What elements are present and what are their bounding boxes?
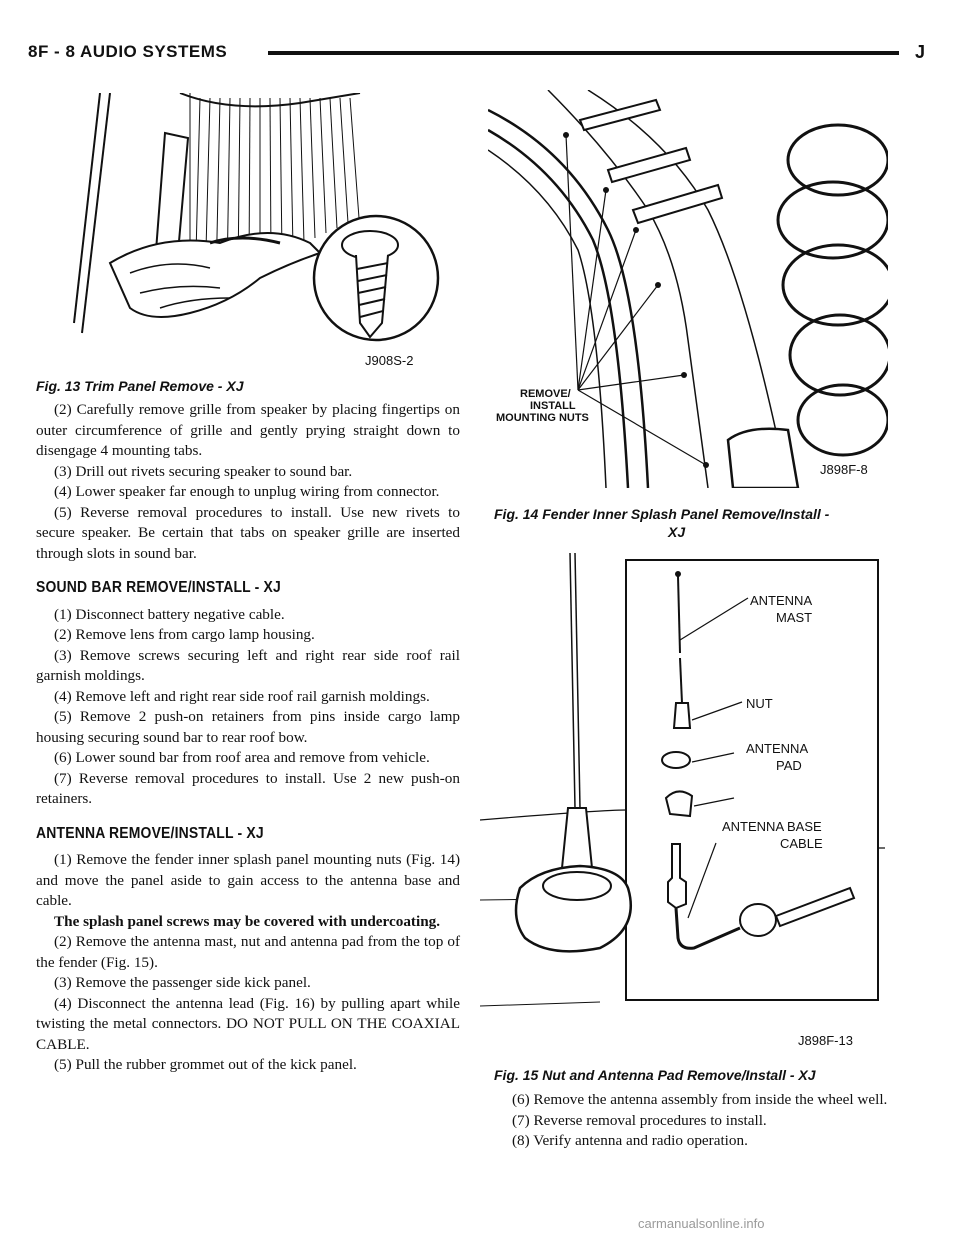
fig14-label-line1: REMOVE/ [520, 388, 571, 400]
fig15-label-cable-1: ANTENNA BASE [722, 819, 822, 834]
step-5-reverse-install: (5) Reverse removal procedures to install. Use new rivets to secure speaker. Be certain that tabs on speaker grille are inserted through slots in sound bar. [36, 503, 460, 562]
figure-14 [488, 90, 888, 488]
splash-panel-illustration [488, 90, 888, 488]
fig15-label-pad-1: ANTENNA [746, 741, 809, 756]
antenna-step-2: (2) Remove the antenna mast, nut and antenna pad from the top of the fender (Fig. 15). [36, 933, 460, 971]
trim-panel-illustration [70, 93, 460, 375]
heading-sound-bar: SOUND BAR REMOVE/INSTALL - XJ [36, 579, 281, 596]
sound-bar-step-3: (3) Remove screws securing left and right rear side roof rail garnish moldings. [36, 646, 460, 684]
antenna-step-6: (6) Remove the antenna assembly from inside the wheel well. [512, 1091, 888, 1108]
sound-bar-step-1: (1) Disconnect battery negative cable. [54, 605, 285, 623]
figure-15 [480, 548, 885, 1053]
antenna-step-1: (1) Remove the fender inner splash panel mounting nuts (Fig. 14) and move the panel aside to gain access to the antenna base and cable. [36, 851, 460, 909]
antenna-step-5: (5) Pull the rubber grommet out of the kick panel. [54, 1056, 357, 1073]
watermark: carmanualsonline.info [638, 1216, 765, 1231]
heading-antenna: ANTENNA REMOVE/INSTALL - XJ [36, 824, 264, 842]
step-3-drill-rivets: (3) Drill out rivets securing speaker to sound bar. [54, 462, 353, 480]
fig14-caption-line2: XJ [668, 524, 686, 540]
page-header [28, 42, 933, 70]
page-section-title: 8F - 8 AUDIO SYSTEMS [28, 42, 228, 61]
antenna-step-8: (8) Verify antenna and radio operation. [512, 1132, 748, 1149]
edition-letter: J [914, 42, 925, 62]
step-4-lower-speaker: (4) Lower speaker far enough to unplug wiring from connector. [54, 483, 440, 500]
sound-bar-step-2: (2) Remove lens from cargo lamp housing. [54, 626, 315, 643]
antenna-step-7: (7) Reverse removal procedures to install. [512, 1111, 767, 1129]
sound-bar-step-5: (5) Remove 2 push-on retainers from pins inside cargo lamp housing securing sound bar to rear roof bow. [36, 708, 460, 746]
fig15-code: J898F-13 [798, 1033, 853, 1048]
fig15-label-mast-2: MAST [776, 610, 813, 625]
fig15-label-nut: NUT [746, 696, 773, 711]
sound-bar-step-4: (4) Remove left and right rear side roof rail garnish moldings. [54, 687, 430, 705]
step-2-remove-grille: (2) Carefully remove grille from speaker by placing fingertips on outer circumference of grille and gently prying straight down to disengage 4 mounting tabs. [36, 401, 460, 459]
fig15-label-pad-2: PAD [776, 758, 802, 773]
left-column [36, 400, 460, 1076]
sound-bar-step-7: (7) Reverse removal procedures to install. Use 2 new push-on retainers. [36, 769, 460, 807]
fig15-label-cable-2: CABLE [780, 836, 823, 851]
antenna-step-3: (3) Remove the passenger side kick panel. [54, 974, 311, 991]
header-rule [268, 51, 899, 55]
fig15-caption: Fig. 15 Nut and Antenna Pad Remove/Install - XJ [494, 1067, 816, 1083]
fig14-code: J898F-8 [820, 462, 868, 477]
fig14-label-line2: INSTALL [530, 400, 576, 412]
figure-13 [70, 93, 460, 375]
fig15-label-mast-1: ANTENNA [750, 593, 813, 608]
fig14-caption-line1: Fig. 14 Fender Inner Splash Panel Remove/Install - [494, 506, 830, 522]
sound-bar-step-6: (6) Lower sound bar from roof area and remove from vehicle. [54, 749, 430, 766]
fig13-code: J908S-2 [365, 353, 414, 368]
fig14-label-line3: MOUNTING NUTS [496, 412, 589, 424]
antenna-step-4: (4) Disconnect the antenna lead (Fig. 16) by pulling apart while twisting the metal connectors. DO NOT PULL ON THE COAXIAL CABLE. [36, 994, 460, 1053]
fig13-caption: Fig. 13 Trim Panel Remove - XJ [36, 378, 244, 394]
right-column [494, 1090, 918, 1152]
antenna-illustration [480, 548, 885, 1053]
antenna-note: The splash panel screws may be covered with undercoating. [54, 912, 441, 930]
